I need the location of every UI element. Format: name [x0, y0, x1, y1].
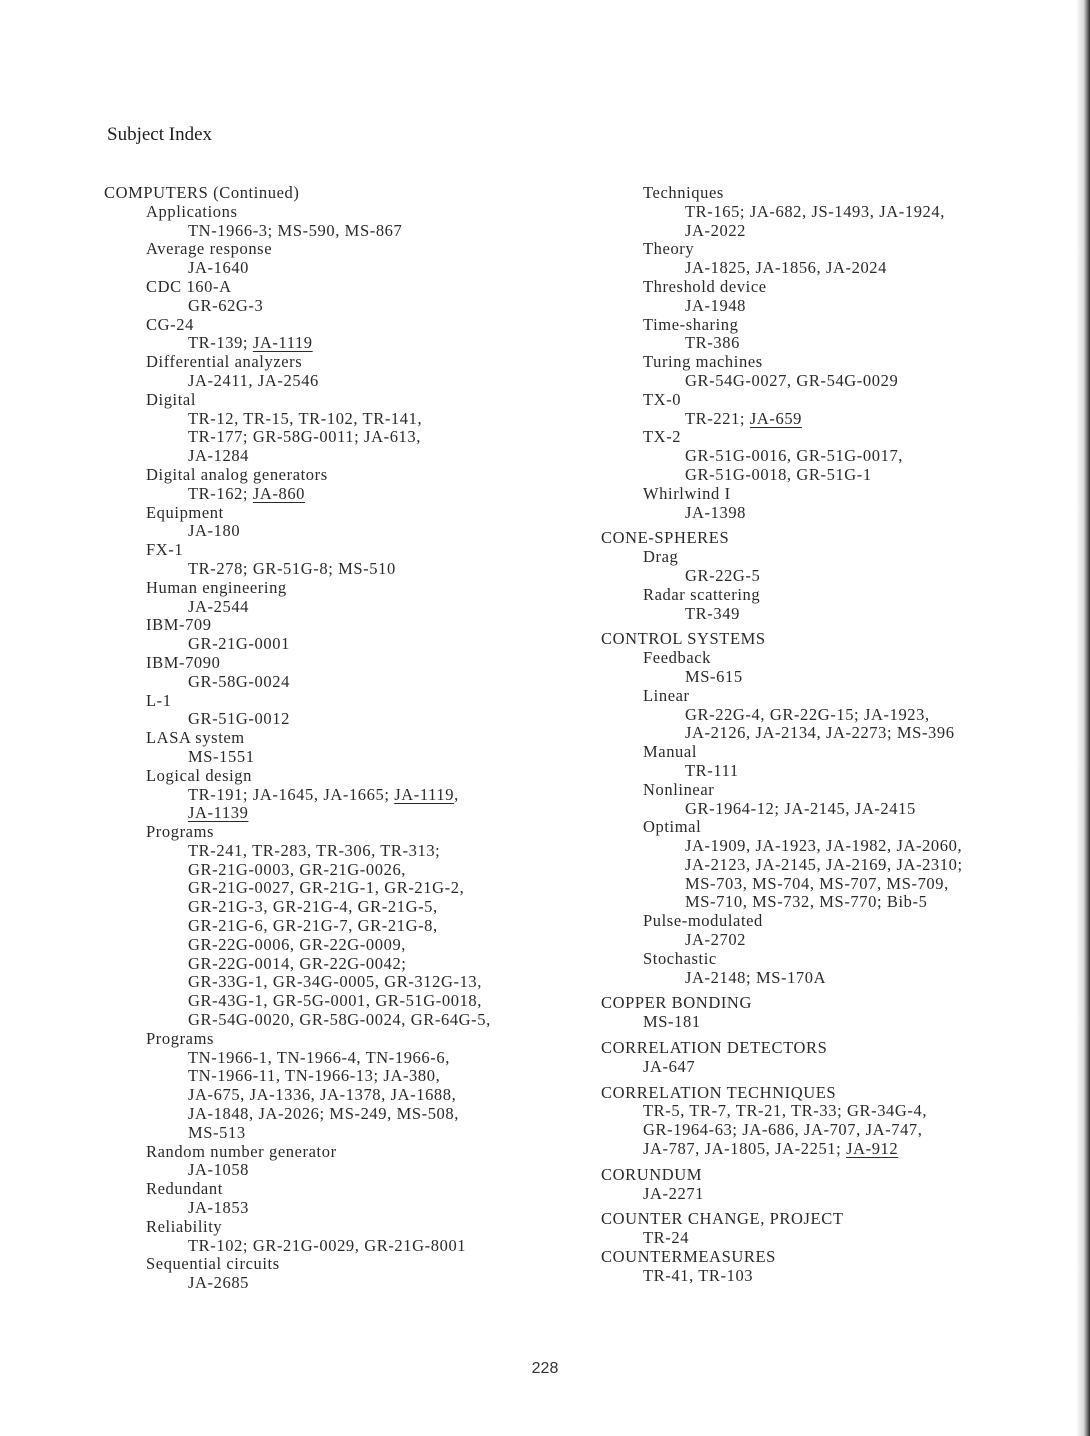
index-text: TX-0 [643, 389, 682, 409]
index-text: GR-1964-63; JA-686, JA-707, JA-747, [643, 1120, 923, 1140]
index-text: JA-1825, JA-1856, JA-2024 [685, 258, 887, 278]
index-heading [601, 994, 1051, 1013]
index-text: JA-2702 [685, 930, 747, 950]
index-subheading [104, 504, 594, 523]
page-header: Subject Index [107, 124, 213, 145]
index-text: JA-787, JA-1805, JA-2251; [643, 1139, 847, 1159]
index-text: TR-349 [685, 603, 740, 623]
index-subheading [601, 1185, 1051, 1204]
index-subheading [601, 950, 1051, 969]
index-references [601, 837, 1051, 856]
index-text: GR-51G-0018, GR-51G-1 [685, 464, 872, 484]
index-text: Sequential circuits [146, 1254, 280, 1274]
page-edge-shadow [1076, 0, 1090, 1436]
index-text: GR-22G-0014, GR-22G-0042; [188, 953, 407, 973]
index-text: COMPUTERS (Continued) [104, 183, 300, 202]
index-references [104, 1124, 594, 1143]
index-references [104, 410, 594, 429]
index-subheading [104, 316, 594, 335]
index-subheading [104, 541, 594, 560]
index-references [601, 800, 1051, 819]
index-references [104, 1237, 594, 1256]
underlined-reference: JA-1139 [188, 803, 249, 823]
index-text: Techniques [643, 183, 724, 202]
index-references [601, 334, 1051, 353]
index-text: TR-191; JA-1645, JA-1665; [188, 784, 395, 804]
index-heading [601, 1210, 1051, 1229]
index-text: JA-1058 [188, 1160, 250, 1180]
index-text: TR-162; [188, 483, 253, 503]
index-references [104, 804, 594, 823]
index-heading [601, 630, 1051, 649]
index-references [104, 1199, 594, 1218]
index-text: Equipment [146, 502, 224, 522]
index-subheading [104, 1180, 594, 1199]
index-references [601, 969, 1051, 988]
index-references [104, 879, 594, 898]
index-text: CORRELATION TECHNIQUES [601, 1082, 837, 1102]
index-text: JA-1640 [188, 258, 250, 278]
index-references [601, 856, 1051, 875]
index-text: CONE-SPHERES [601, 528, 730, 548]
index-text: JA-1398 [685, 502, 747, 522]
index-references [601, 259, 1051, 278]
index-text: MS-615 [685, 666, 743, 686]
index-text: JA-1284 [188, 446, 250, 466]
index-text: JA-1948 [685, 295, 747, 315]
index-references [104, 1049, 594, 1068]
index-text: Manual [643, 742, 698, 762]
index-text: TR-5, TR-7, TR-21, TR-33; GR-34G-4, [643, 1101, 928, 1121]
index-text: TN-1966-11, TN-1966-13; JA-380, [188, 1066, 441, 1086]
index-references [601, 297, 1051, 316]
index-references [104, 297, 594, 316]
index-subheading [104, 466, 594, 485]
index-text: GR-21G-0027, GR-21G-1, GR-21G-2, [188, 878, 465, 898]
index-text: GR-54G-0020, GR-58G-0024, GR-64G-5, [188, 1010, 491, 1030]
index-text: Threshold device [643, 276, 767, 296]
index-subheading [601, 428, 1051, 447]
index-subheading [104, 654, 594, 673]
index-references [104, 748, 594, 767]
index-text: JA-2123, JA-2145, JA-2169, JA-2310; [685, 854, 963, 874]
index-text: TR-41, TR-103 [643, 1265, 754, 1285]
index-references [104, 1086, 594, 1105]
index-text: TR-165; JA-682, JS-1493, JA-1924, [685, 201, 945, 221]
index-text: GR-21G-0003, GR-21G-0026, [188, 859, 407, 879]
index-references [601, 875, 1051, 894]
index-references [601, 668, 1051, 687]
index-text: CORUNDUM [601, 1164, 703, 1184]
index-references [601, 706, 1051, 725]
index-references [104, 1067, 594, 1086]
index-subheading [104, 1255, 594, 1274]
index-heading [601, 1248, 1051, 1267]
index-text: CONTROL SYSTEMS [601, 629, 766, 649]
index-subheading [104, 692, 594, 711]
index-text: Radar scattering [643, 584, 761, 604]
index-text: Optimal [643, 817, 702, 837]
index-subheading [104, 278, 594, 297]
index-text: TR-12, TR-15, TR-102, TR-141, [188, 408, 423, 428]
index-text: Average response [146, 239, 273, 259]
index-text: TR-177; GR-58G-0011; JA-613, [188, 427, 421, 447]
index-references [104, 842, 594, 861]
index-text: Programs [146, 822, 215, 842]
index-text: COPPER BONDING [601, 993, 752, 1013]
index-text: GR-33G-1, GR-34G-0005, GR-312G-13, [188, 972, 483, 992]
index-subheading [601, 743, 1051, 762]
index-text: GR-51G-0016, GR-51G-0017, [685, 446, 904, 466]
index-subheading [601, 353, 1051, 372]
index-text: Drag [643, 547, 679, 567]
index-references [601, 203, 1051, 222]
index-subheading [601, 240, 1051, 259]
index-text: GR-22G-4, GR-22G-15; JA-1923, [685, 704, 930, 724]
index-text: JA-2544 [188, 596, 250, 616]
index-subheading [601, 1058, 1051, 1077]
index-subheading [601, 781, 1051, 800]
index-text: Reliability [146, 1216, 223, 1236]
index-subheading [601, 391, 1051, 410]
index-subheading [601, 687, 1051, 706]
right-index-column [601, 184, 1051, 1286]
index-text: Human engineering [146, 577, 287, 597]
index-text: TN-1966-3; MS-590, MS-867 [188, 220, 403, 240]
index-subheading [104, 391, 594, 410]
index-references [104, 936, 594, 955]
index-text: GR-21G-3, GR-21G-4, GR-21G-5, [188, 897, 438, 917]
index-references [104, 973, 594, 992]
index-text: JA-2271 [643, 1183, 705, 1203]
index-text: Logical design [146, 765, 252, 785]
index-text: Feedback [643, 648, 712, 668]
index-references [104, 1161, 594, 1180]
index-text: IBM-7090 [146, 652, 221, 672]
index-subheading [601, 485, 1051, 504]
index-text: Pulse-modulated [643, 911, 763, 931]
index-references [104, 447, 594, 466]
index-text: GR-22G-5 [685, 565, 761, 585]
index-text: JA-2685 [188, 1273, 250, 1293]
index-references [601, 605, 1051, 624]
index-heading [601, 1039, 1051, 1058]
index-subheading [104, 579, 594, 598]
index-text: GR-21G-0001 [188, 634, 290, 654]
index-text: FX-1 [146, 540, 184, 560]
index-text: TR-139; [188, 333, 253, 353]
index-references [104, 992, 594, 1011]
index-references [104, 1105, 594, 1124]
index-references [601, 893, 1051, 912]
index-text: , [454, 784, 459, 804]
index-references [601, 372, 1051, 391]
index-subheading [601, 818, 1051, 837]
index-subheading [104, 1143, 594, 1162]
index-text: Redundant [146, 1179, 223, 1199]
index-references [601, 410, 1051, 429]
index-text: JA-1853 [188, 1198, 250, 1218]
index-subheading [104, 616, 594, 635]
index-text: Time-sharing [643, 314, 739, 334]
index-text: Nonlinear [643, 779, 715, 799]
index-references [104, 372, 594, 391]
index-text: GR-21G-6, GR-21G-7, GR-21G-8, [188, 916, 438, 936]
left-index-column [104, 184, 594, 1293]
underlined-reference: JA-1119 [394, 784, 455, 804]
underlined-reference: JA-659 [749, 408, 803, 428]
index-subheading [601, 1267, 1051, 1286]
index-text: JA-180 [188, 521, 241, 541]
index-text: LASA system [146, 728, 245, 748]
index-text: TR-241, TR-283, TR-306, TR-313; [188, 840, 441, 860]
index-subheading [601, 649, 1051, 668]
index-references [104, 635, 594, 654]
index-text: MS-710, MS-732, MS-770; Bib-5 [685, 892, 928, 912]
index-text: COUNTERMEASURES [601, 1247, 776, 1267]
index-references [601, 931, 1051, 950]
index-references [104, 560, 594, 579]
index-text: TR-24 [643, 1228, 690, 1248]
index-text: MS-513 [188, 1122, 246, 1142]
index-references [104, 428, 594, 447]
index-text: Applications [146, 201, 238, 221]
index-text: IBM-709 [146, 615, 212, 635]
index-subheading [601, 1102, 1051, 1121]
index-text: TX-2 [643, 427, 682, 447]
index-subheading [601, 278, 1051, 297]
index-text: JA-647 [643, 1056, 696, 1076]
index-text: MS-1551 [188, 746, 255, 766]
index-references [104, 955, 594, 974]
index-heading [104, 184, 594, 203]
index-subheading [601, 316, 1051, 335]
index-subheading [601, 1121, 1051, 1140]
index-text: GR-58G-0024 [188, 671, 290, 691]
index-text: Random number generator [146, 1141, 337, 1161]
index-text: JA-2126, JA-2134, JA-2273; MS-396 [685, 723, 955, 743]
index-heading [601, 529, 1051, 548]
index-heading [601, 1084, 1051, 1103]
index-text: Programs [146, 1028, 215, 1048]
index-references [104, 522, 594, 541]
index-text: JA-2411, JA-2546 [188, 370, 319, 390]
index-text: JA-1848, JA-2026; MS-249, MS-508, [188, 1104, 459, 1124]
index-text: GR-54G-0027, GR-54G-0029 [685, 370, 899, 390]
index-subheading [601, 1140, 1051, 1159]
index-text: CG-24 [146, 314, 194, 334]
index-text: COUNTER CHANGE, PROJECT [601, 1209, 844, 1229]
index-text: TR-111 [685, 760, 739, 780]
index-text: CORRELATION DETECTORS [601, 1038, 828, 1058]
index-text: Whirlwind I [643, 483, 731, 503]
index-text: TN-1966-1, TN-1966-4, TN-1966-6, [188, 1047, 450, 1067]
index-subheading [104, 353, 594, 372]
index-text: CDC 160-A [146, 276, 232, 296]
index-subheading [601, 548, 1051, 567]
page-number: 228 [531, 1360, 559, 1377]
index-references [104, 710, 594, 729]
index-text: TR-221; [685, 408, 750, 428]
index-references [601, 466, 1051, 485]
index-text: Turing machines [643, 352, 763, 372]
index-subheading [104, 1218, 594, 1237]
index-text: GR-1964-12; JA-2145, JA-2415 [685, 798, 916, 818]
index-references [601, 504, 1051, 523]
index-references [104, 485, 594, 504]
index-subheading [104, 203, 594, 222]
index-subheading [601, 912, 1051, 931]
index-references [601, 447, 1051, 466]
index-text: Differential analyzers [146, 352, 303, 372]
index-text: Theory [643, 239, 695, 259]
index-text: L-1 [146, 690, 172, 710]
index-references [104, 1011, 594, 1030]
index-text: Linear [643, 685, 690, 705]
index-text: MS-181 [643, 1012, 701, 1032]
index-text: TR-102; GR-21G-0029, GR-21G-8001 [188, 1235, 467, 1255]
index-subheading [104, 729, 594, 748]
index-text: JA-2022 [685, 220, 747, 240]
index-text: Digital analog generators [146, 464, 328, 484]
index-references [104, 334, 594, 353]
index-subheading [104, 1030, 594, 1049]
underlined-reference: JA-860 [252, 483, 306, 503]
index-references [104, 222, 594, 241]
index-references [104, 917, 594, 936]
index-subheading [104, 767, 594, 786]
index-text: JA-2148; MS-170A [685, 967, 827, 987]
index-subheading [601, 184, 1051, 203]
index-text: JA-1909, JA-1923, JA-1982, JA-2060, [685, 836, 963, 856]
index-subheading [104, 823, 594, 842]
index-references [104, 673, 594, 692]
index-text: Stochastic [643, 948, 717, 968]
index-references [104, 259, 594, 278]
index-text: Digital [146, 389, 197, 409]
index-references [104, 898, 594, 917]
index-references [601, 222, 1051, 241]
index-references [601, 724, 1051, 743]
index-subheading [601, 1229, 1051, 1248]
underlined-reference: JA-912 [846, 1139, 899, 1159]
index-text: GR-62G-3 [188, 295, 264, 315]
index-text: JA-675, JA-1336, JA-1378, JA-1688, [188, 1085, 457, 1105]
index-text: TR-386 [685, 333, 740, 353]
index-references [601, 567, 1051, 586]
index-references [104, 786, 594, 805]
index-subheading [601, 586, 1051, 605]
underlined-reference: JA-1119 [252, 333, 313, 353]
index-subheading [104, 240, 594, 259]
index-text: GR-43G-1, GR-5G-0001, GR-51G-0018, [188, 991, 483, 1011]
index-text: GR-51G-0012 [188, 709, 290, 729]
index-text: MS-703, MS-704, MS-707, MS-709, [685, 873, 949, 893]
index-references [104, 1274, 594, 1293]
index-references [601, 762, 1051, 781]
index-references [104, 861, 594, 880]
index-subheading [601, 1013, 1051, 1032]
index-text: GR-22G-0006, GR-22G-0009, [188, 934, 407, 954]
index-heading [601, 1166, 1051, 1185]
index-references [104, 598, 594, 617]
index-text: TR-278; GR-51G-8; MS-510 [188, 558, 396, 578]
